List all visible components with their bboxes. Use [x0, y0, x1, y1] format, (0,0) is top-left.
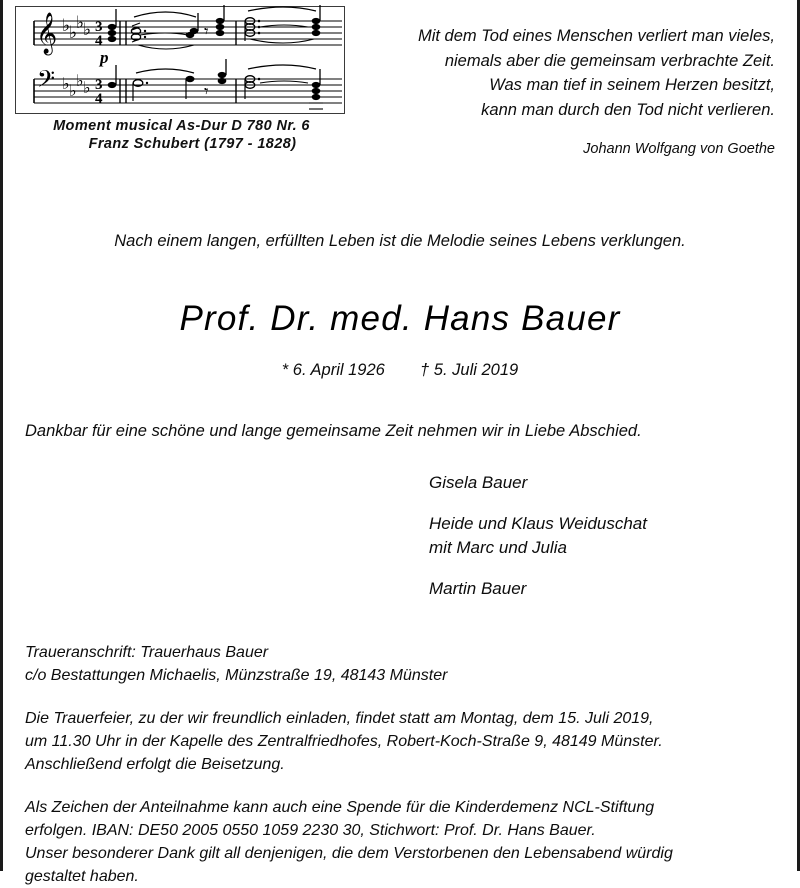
- ceremony-details: [25, 707, 775, 776]
- music-score-box: [15, 6, 345, 114]
- birth-date: 6. April 1926: [292, 361, 385, 379]
- mourning-address: [25, 641, 775, 687]
- ceremony-line: Anschließend erfolgt die Beisetzung.: [25, 756, 285, 773]
- svg-text:♭: ♭: [76, 71, 84, 90]
- svg-text:♭: ♭: [83, 20, 92, 40]
- mourner-line: Heide und Klaus Weiduschat: [429, 514, 647, 533]
- death-symbol: †: [420, 361, 430, 379]
- quote-section: [363, 6, 797, 159]
- death-date: 5. Juli 2019: [433, 361, 519, 379]
- svg-text:4: 4: [95, 33, 103, 49]
- svg-text:♭: ♭: [76, 13, 85, 33]
- thanks-line: gestaltet haben.: [25, 868, 139, 885]
- mourner-line: mit Marc und Julia: [429, 538, 567, 557]
- svg-text:4: 4: [95, 91, 103, 107]
- donation-line: Als Zeichen der Anteilnahme kann auch eine Spende für die Kinderdemenz NCL-Stiftung: [25, 799, 655, 816]
- quote-line: niemals aber die gemeinsam verbrachte Zeit.: [444, 51, 775, 70]
- notice-body: [3, 232, 797, 888]
- score-caption: [15, 117, 348, 153]
- svg-text:♭: ♭: [69, 23, 78, 43]
- quote-line: Mit dem Tod eines Menschen verliert man vieles,: [417, 27, 775, 45]
- svg-text:𝄢: 𝄢: [37, 65, 56, 98]
- deceased-name: Prof. Dr. med. Hans Bauer: [179, 299, 621, 338]
- farewell-text: Dankbar für eine schöne und lange gemeinsame Zeit nehmen wir in Liebe Abschied.: [25, 422, 642, 440]
- intro-text: Nach einem langen, erfüllten Leben ist die Melodie seines Lebens verklungen.: [114, 232, 686, 250]
- svg-text:𝄾: 𝄾: [204, 22, 209, 42]
- mourner-line: Gisela Bauer: [429, 473, 528, 492]
- quote-author: Johann Wolfgang von Goethe: [583, 141, 775, 157]
- music-score-section: [3, 6, 363, 153]
- score-caption-composer: Franz Schubert (1797 - 1828): [88, 136, 297, 152]
- mourner-group: [429, 471, 775, 495]
- svg-text:♭: ♭: [62, 74, 70, 93]
- mourners-list: [25, 471, 775, 601]
- svg-text:3: 3: [95, 19, 103, 35]
- svg-text:3: 3: [95, 77, 103, 93]
- svg-text:𝄾: 𝄾: [204, 82, 209, 102]
- ceremony-line: um 11.30 Uhr in der Kapelle des Zentralfriedhofes, Robert-Koch-Straße 9, 48149 Münster.: [25, 733, 663, 750]
- svg-text:♭: ♭: [62, 16, 71, 36]
- svg-text:𝄞: 𝄞: [36, 13, 58, 54]
- address-line: Traueranschrift: Trauerhaus Bauer: [25, 644, 269, 661]
- donation-line: erfolgen. IBAN: DE50 2005 0550 1059 2230 30, Stichwort: Prof. Dr. Hans Bauer.: [25, 822, 596, 839]
- svg-text:♭: ♭: [69, 81, 77, 100]
- address-line: c/o Bestattungen Michaelis, Münzstraße 19, 48143 Münster: [25, 667, 448, 684]
- header-band: [3, 0, 797, 170]
- mourner-group: [429, 512, 775, 560]
- musical-notation-icon: [16, 7, 344, 113]
- svg-text:p: p: [100, 48, 109, 67]
- quote-line: Was man tief in seinem Herzen besitzt,: [489, 76, 775, 94]
- mourner-group: [429, 577, 775, 601]
- donation-notice: [25, 796, 775, 888]
- thanks-line: Unser besonderer Dank gilt all denjenigen, die dem Verstorbenen den Lebensabend würdig: [25, 845, 673, 862]
- quote-line: kann man durch den Tod nicht verlieren.: [481, 100, 775, 119]
- svg-text:♭: ♭: [83, 78, 91, 97]
- birth-symbol: *: [281, 361, 289, 379]
- score-caption-title: Moment musical As-Dur D 780 Nr. 6: [53, 118, 310, 134]
- mourner-line: Martin Bauer: [429, 579, 527, 598]
- life-dates: [25, 361, 775, 380]
- ceremony-line: Die Trauerfeier, zu der wir freundlich einladen, findet statt am Montag, dem 15. Juli 2019,: [25, 710, 654, 727]
